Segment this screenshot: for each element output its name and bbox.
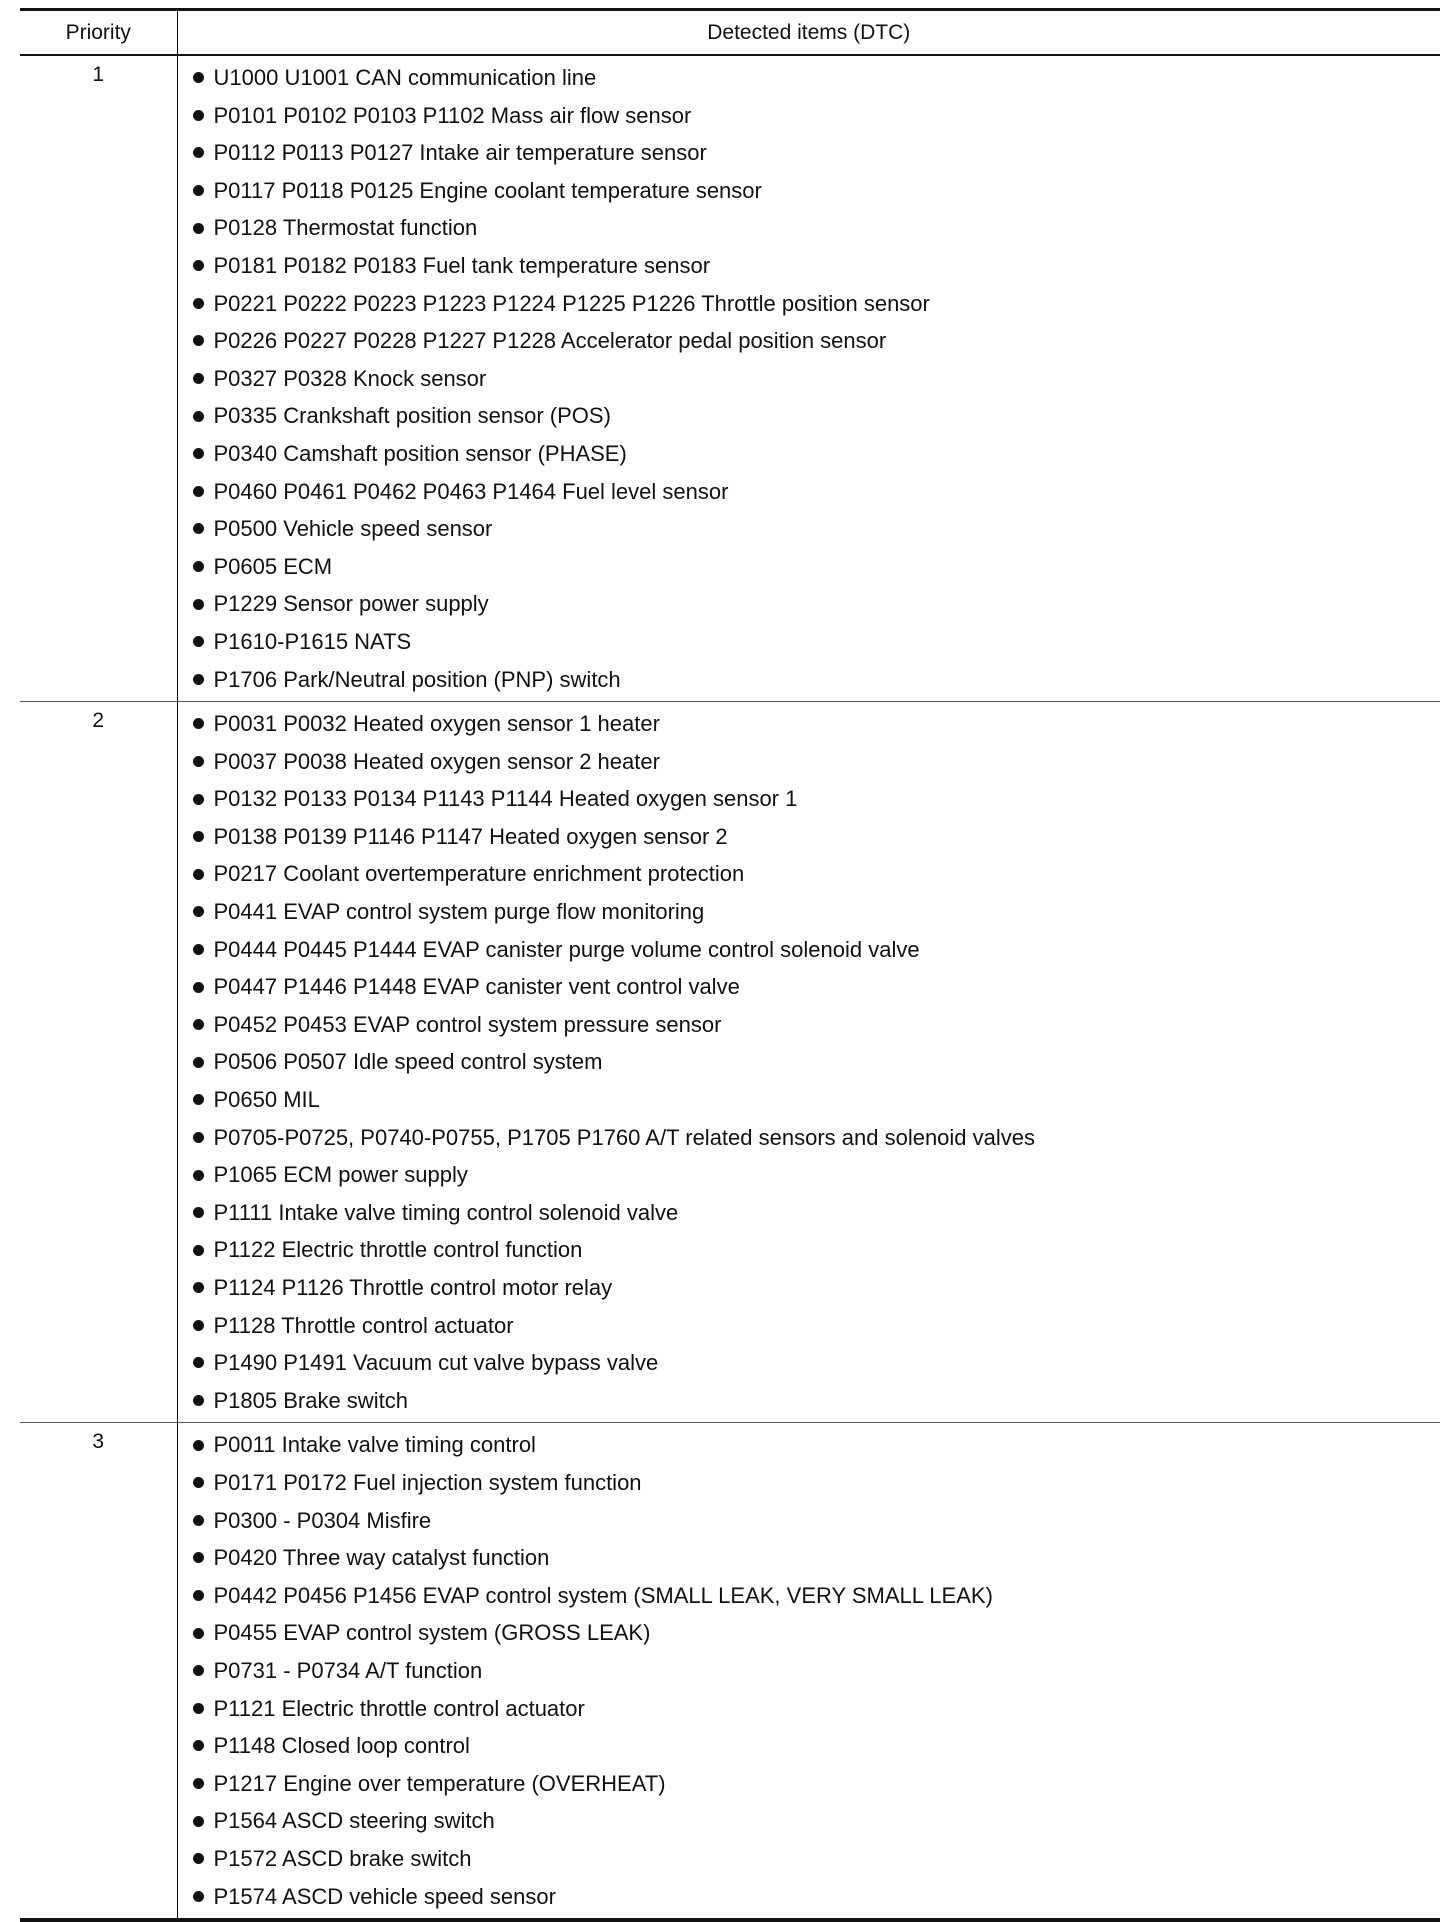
- dtc-item-text: P0441 EVAP control system purge flow monitoring: [213, 899, 705, 925]
- dtc-item-text: P0171 P0172 Fuel injection system function: [213, 1469, 642, 1495]
- dtc-item-text: P1128 Throttle control actuator: [213, 1312, 514, 1338]
- dtc-item-text: P0138 P0139 P1146 P1147 Heated oxygen sensor 2: [213, 823, 728, 849]
- dtc-item-text: P0031 P0032 Heated oxygen sensor 1 heater: [213, 711, 660, 737]
- list-item: [193, 1006, 1441, 1044]
- bullet-icon: [193, 1891, 204, 1902]
- dtc-item-text: P1111 Intake valve timing control solenoid valve: [213, 1199, 679, 1225]
- list-item: [193, 172, 1441, 210]
- dtc-priority-table: [20, 8, 1440, 1922]
- bullet-icon: [193, 1132, 204, 1143]
- dtc-item-text: P0112 P0113 P0127 Intake air temperature sensor: [213, 140, 707, 166]
- list-item: [193, 247, 1441, 285]
- table-header: [20, 10, 1440, 56]
- priority-group-row: [20, 1423, 1440, 1920]
- bullet-icon: [193, 1703, 204, 1714]
- bullet-icon: [193, 1816, 204, 1827]
- list-item: [193, 743, 1441, 781]
- bullet-icon: [193, 1282, 204, 1293]
- bullet-icon: [193, 298, 204, 309]
- dtc-item-list: [193, 59, 1441, 698]
- bullet-icon: [193, 411, 204, 422]
- bullet-icon: [193, 1207, 204, 1218]
- list-item: [193, 97, 1441, 135]
- dtc-item-text: P0340 Camshaft position sensor (PHASE): [213, 440, 627, 466]
- dtc-item-text: P0037 P0038 Heated oxygen sensor 2 heater: [213, 748, 660, 774]
- list-item: [193, 1269, 1441, 1307]
- bullet-icon: [193, 1853, 204, 1864]
- dtc-item-text: P0420 Three way catalyst function: [213, 1545, 550, 1571]
- list-item: [193, 1502, 1441, 1540]
- dtc-item-text: P0447 P1446 P1448 EVAP canister vent control valve: [213, 974, 740, 1000]
- priority-group-row: [20, 55, 1440, 702]
- detected-items-cell: [177, 702, 1440, 1423]
- dtc-item-text: P0705-P0725, P0740-P0755, P1705 P1760 A/T related sensors and solenoid valves: [213, 1124, 1036, 1150]
- list-item: [193, 1307, 1441, 1345]
- dtc-item-text: P1572 ASCD brake switch: [213, 1845, 472, 1871]
- dtc-item-text: P0506 P0507 Idle speed control system: [213, 1049, 603, 1075]
- dtc-item-text: P0452 P0453 EVAP control system pressure sensor: [213, 1011, 722, 1037]
- list-item: [193, 548, 1441, 586]
- dtc-item-text: P1124 P1126 Throttle control motor relay: [213, 1275, 613, 1300]
- header-row: [20, 10, 1440, 56]
- bullet-icon: [193, 1740, 204, 1751]
- dtc-item-text: P0455 EVAP control system (GROSS LEAK): [213, 1620, 651, 1646]
- list-item: [193, 473, 1441, 511]
- dtc-item-text: P1706 Park/Neutral position (PNP) switch: [213, 666, 621, 692]
- bullet-icon: [193, 185, 204, 196]
- bullet-icon: [193, 486, 204, 497]
- dtc-item-text: P1574 ASCD vehicle speed sensor: [213, 1883, 556, 1909]
- bullet-icon: [193, 260, 204, 271]
- bullet-icon: [193, 1665, 204, 1676]
- bullet-icon: [193, 1357, 204, 1368]
- list-item: [193, 1539, 1441, 1577]
- list-item: [193, 209, 1441, 247]
- bullet-icon: [193, 831, 204, 842]
- bullet-icon: [193, 944, 204, 955]
- bullet-icon: [193, 1320, 204, 1331]
- list-item: [193, 623, 1441, 661]
- dtc-item-text: P1121 Electric throttle control actuator: [213, 1695, 585, 1721]
- list-item: [193, 1382, 1441, 1420]
- dtc-item-text: P0442 P0456 P1456 EVAP control system (SMALL LEAK, VERY SMALL LEAK): [213, 1582, 993, 1608]
- bullet-icon: [193, 794, 204, 805]
- dtc-item-text: P0217 Coolant overtemperature enrichment protection: [213, 861, 745, 887]
- list-item: [193, 1878, 1441, 1916]
- dtc-item-text: P0226 P0227 P0228 P1227 P1228 Accelerator pedal position sensor: [213, 328, 887, 354]
- list-item: [193, 285, 1441, 323]
- list-item: [193, 818, 1441, 856]
- bullet-icon: [193, 147, 204, 158]
- bullet-icon: [193, 1057, 204, 1068]
- bullet-icon: [193, 1019, 204, 1030]
- dtc-item-text: P0500 Vehicle speed sensor: [213, 516, 493, 542]
- list-item: [193, 585, 1441, 623]
- list-item: [193, 1156, 1441, 1194]
- dtc-item-text: P1065 ECM power supply: [213, 1162, 468, 1188]
- dtc-item-text: P0117 P0118 P0125 Engine coolant temperature sensor: [213, 177, 762, 203]
- detected-items-column-header: Detected items (DTC): [177, 10, 1440, 56]
- list-item: [193, 661, 1441, 699]
- list-item: [193, 1194, 1441, 1232]
- dtc-item-text: P0181 P0182 P0183 Fuel tank temperature sensor: [213, 252, 711, 278]
- list-item: [193, 780, 1441, 818]
- bullet-icon: [193, 756, 204, 767]
- dtc-item-text: P1805 Brake switch: [213, 1387, 408, 1413]
- bullet-icon: [193, 982, 204, 993]
- list-item: [193, 1765, 1441, 1803]
- dtc-item-text: P0221 P0222 P0223 P1223 P1224 P1225 P1226 Throttle position sensor: [213, 290, 930, 316]
- dtc-item-text: P0132 P0133 P0134 P1143 P1144 Heated oxygen sensor 1: [213, 786, 798, 812]
- list-item: [193, 968, 1441, 1006]
- bullet-icon: [193, 1245, 204, 1256]
- priority-column-header: Priority: [20, 10, 177, 56]
- bullet-icon: [193, 1170, 204, 1181]
- list-item: [193, 1344, 1441, 1382]
- list-item: [193, 931, 1441, 969]
- list-item: [193, 1840, 1441, 1878]
- list-item: [193, 1690, 1441, 1728]
- dtc-item-text: P0460 P0461 P0462 P0463 P1464 Fuel level sensor: [213, 478, 729, 504]
- bullet-icon: [193, 1778, 204, 1789]
- list-item: [193, 1043, 1441, 1081]
- list-item: [193, 705, 1441, 743]
- bullet-icon: [193, 906, 204, 917]
- list-item: [193, 855, 1441, 893]
- bullet-icon: [193, 1552, 204, 1563]
- list-item: [193, 134, 1441, 172]
- bullet-icon: [193, 561, 204, 572]
- dtc-item-text: P1229 Sensor power supply: [213, 591, 489, 617]
- dtc-item-text: P0605 ECM: [213, 553, 333, 579]
- list-item: [193, 1652, 1441, 1690]
- list-item: [193, 893, 1441, 931]
- list-item: [193, 1727, 1441, 1765]
- dtc-item-text: U1000 U1001 CAN communication line: [213, 65, 597, 90]
- dtc-item-text: P0101 P0102 P0103 P1102 Mass air flow sensor: [213, 102, 692, 128]
- list-item: [193, 435, 1441, 473]
- bullet-icon: [193, 223, 204, 234]
- dtc-item-text: P0300 - P0304 Misfire: [213, 1507, 432, 1533]
- bullet-icon: [193, 674, 204, 685]
- table-body: [20, 55, 1440, 1920]
- bullet-icon: [193, 1477, 204, 1488]
- list-item: [193, 1081, 1441, 1119]
- dtc-item-text: P1217 Engine over temperature (OVERHEAT): [213, 1770, 666, 1796]
- list-item: [193, 1119, 1441, 1157]
- list-item: [193, 397, 1441, 435]
- bullet-icon: [193, 373, 204, 384]
- list-item: [193, 1464, 1441, 1502]
- priority-value: 2: [20, 702, 177, 1423]
- bullet-icon: [193, 636, 204, 647]
- list-item: [193, 360, 1441, 398]
- bullet-icon: [193, 1440, 204, 1451]
- bullet-icon: [193, 110, 204, 121]
- dtc-item-text: P0128 Thermostat function: [213, 215, 478, 241]
- dtc-item-text: P1564 ASCD steering switch: [213, 1808, 495, 1834]
- dtc-item-text: P1122 Electric throttle control function: [213, 1237, 583, 1263]
- bullet-icon: [193, 523, 204, 534]
- bullet-icon: [193, 1395, 204, 1406]
- list-item: [193, 510, 1441, 548]
- list-item: [193, 1577, 1441, 1615]
- bullet-icon: [193, 448, 204, 459]
- list-item: [193, 1802, 1441, 1840]
- bullet-icon: [193, 1515, 204, 1526]
- detected-items-cell: [177, 1423, 1440, 1920]
- bullet-icon: [193, 335, 204, 346]
- bullet-icon: [193, 869, 204, 880]
- list-item: [193, 1426, 1441, 1464]
- dtc-item-text: P0335 Crankshaft position sensor (POS): [213, 403, 611, 429]
- bullet-icon: [193, 1628, 204, 1639]
- detected-items-cell: [177, 55, 1440, 702]
- priority-value: 1: [20, 55, 177, 702]
- bullet-icon: [193, 1094, 204, 1105]
- bullet-icon: [193, 72, 204, 83]
- dtc-item-text: P0011 Intake valve timing control: [213, 1432, 536, 1458]
- priority-value: 3: [20, 1423, 177, 1920]
- dtc-item-text: P1610-P1615 NATS: [213, 628, 412, 654]
- bullet-icon: [193, 1590, 204, 1601]
- dtc-item-text: P1148 Closed loop control: [213, 1733, 470, 1759]
- priority-group-row: [20, 702, 1440, 1423]
- bullet-icon: [193, 718, 204, 729]
- dtc-item-list: [193, 1426, 1441, 1915]
- list-item: [193, 322, 1441, 360]
- dtc-item-text: P0444 P0445 P1444 EVAP canister purge volume control solenoid valve: [213, 936, 920, 962]
- dtc-item-text: P1490 P1491 Vacuum cut valve bypass valve: [213, 1350, 659, 1376]
- dtc-item-list: [193, 705, 1441, 1419]
- list-item: [193, 1614, 1441, 1652]
- dtc-item-text: P0731 - P0734 A/T function: [213, 1657, 483, 1683]
- list-item: [193, 1231, 1441, 1269]
- dtc-item-text: P0327 P0328 Knock sensor: [213, 365, 487, 391]
- list-item: [193, 59, 1441, 97]
- bullet-icon: [193, 599, 204, 610]
- dtc-item-text: P0650 MIL: [213, 1087, 320, 1113]
